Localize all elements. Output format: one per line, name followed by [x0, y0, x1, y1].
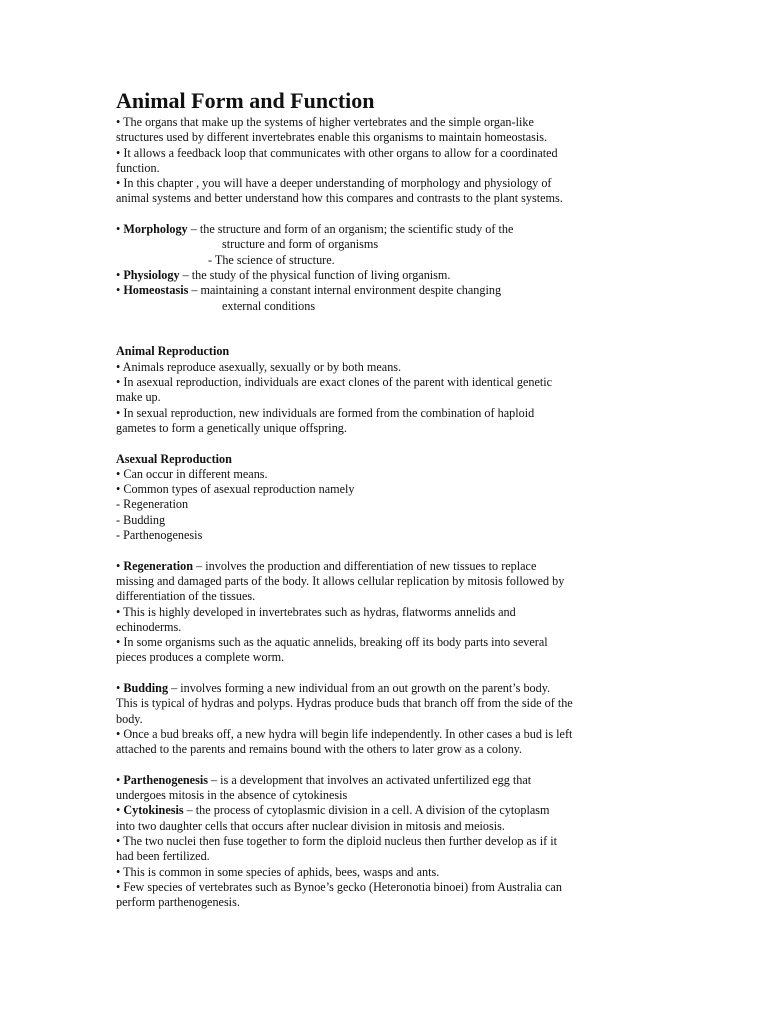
intro-line: structures used by different invertebrates enable this organisms to maintain homeostasis.	[116, 130, 548, 145]
definition-cytokinesis	[116, 803, 656, 818]
bullet: •	[116, 803, 124, 818]
paragraph-line: differentiation of the tissues.	[116, 589, 256, 604]
intro-section	[116, 115, 656, 207]
definition-budding	[116, 681, 656, 696]
definition-text: – is a development that involves an activated unfertilized egg that	[207, 772, 532, 787]
definition-text: – maintaining a constant internal environment despite changing	[188, 283, 502, 298]
bullet: •	[116, 558, 124, 573]
paragraph-line: • In asexual reproduction, individuals are exact clones of the parent with identical genetic	[116, 375, 553, 390]
paragraph-line: gametes to form a genetically unique offspring.	[116, 420, 347, 435]
paragraph-line: • The two nuclei then fuse together to form the diploid nucleus then further develop as if it	[116, 833, 557, 848]
definition-morphology	[116, 222, 656, 237]
intro-line: • In this chapter , you will have a deeper understanding of morphology and physiology of	[116, 176, 552, 191]
intro-line: animal systems and better understand how this compares and contrasts to the plant systems.	[116, 191, 563, 206]
page-title: Animal Form and Function	[116, 88, 375, 113]
section-heading: Asexual Reproduction	[116, 451, 232, 466]
definition-continuation: structure and form of organisms	[222, 237, 379, 252]
section-heading: Animal Reproduction	[116, 344, 230, 359]
intro-line: • The organs that make up the systems of higher vertebrates and the simple organ-like	[116, 115, 534, 129]
definition-homeostasis	[116, 283, 656, 298]
bullet: •	[116, 222, 124, 237]
bullet: •	[116, 283, 124, 298]
bullet: •	[116, 680, 124, 695]
list-item: - Regeneration	[116, 497, 189, 512]
paragraph-line: • In some organisms such as the aquatic annelids, breaking off its body parts into several	[116, 635, 548, 650]
paragraph-line: • In sexual reproduction, new individuals are formed from the combination of haploid	[116, 405, 535, 420]
paragraph-line: into two daughter cells that occurs after nuclear division in mitosis and meiosis.	[116, 818, 505, 833]
paragraph-line: attached to the parents and remains bound with the others to later grow as a colony.	[116, 742, 523, 757]
paragraph-line: pieces produces a complete worm.	[116, 650, 285, 665]
bullet: •	[116, 772, 124, 787]
definition-parthenogenesis	[116, 773, 656, 788]
asexual-reproduction-section	[116, 452, 656, 544]
paragraph-line: undergoes mitosis in the absence of cytokinesis	[116, 788, 348, 803]
list-item: - Parthenogenesis	[116, 528, 203, 543]
budding-section	[116, 681, 656, 757]
paragraph-line: • Few species of vertebrates such as Bynoe’s gecko (Heteronotia binoei) from Australia can	[116, 879, 562, 894]
paragraph-line: make up.	[116, 390, 161, 405]
definition-text: – involves forming a new individual from an out growth on the parent’s body.	[168, 680, 551, 695]
paragraph-line: perform parthenogenesis.	[116, 895, 240, 910]
term-physiology: Physiology	[123, 267, 180, 282]
term-regeneration: Regeneration	[123, 558, 194, 573]
list-item: - Budding	[116, 512, 166, 527]
definition-continuation: external conditions	[222, 298, 316, 313]
paragraph-line: body.	[116, 711, 143, 726]
definition-text: – the structure and form of an organism; the scientific study of the	[187, 222, 514, 237]
definition-physiology	[116, 268, 656, 283]
parthenogenesis-section	[116, 773, 656, 911]
term-budding: Budding	[123, 680, 169, 695]
definition-regeneration	[116, 559, 656, 574]
term-homeostasis: Homeostasis	[123, 283, 189, 298]
definitions-section	[116, 222, 656, 314]
paragraph-line: • Can occur in different means.	[116, 466, 268, 481]
animal-reproduction-section	[116, 344, 656, 436]
paragraph-line: This is typical of hydras and polyps. Hydras produce buds that branch off from the side of the	[116, 696, 573, 711]
term-morphology: Morphology	[123, 222, 188, 237]
intro-line: • It allows a feedback loop that communicates with other organs to allow for a coordinated	[116, 145, 558, 160]
regeneration-section	[116, 559, 656, 666]
definition-continuation: - The science of structure.	[208, 252, 335, 267]
paragraph-line: • Once a bud breaks off, a new hydra will begin life independently. In other cases a bud is left	[116, 726, 573, 741]
definition-text: – the process of cytoplasmic division in a cell. A division of the cytoplasm	[183, 803, 550, 818]
paragraph-line: • Common types of asexual reproduction namely	[116, 482, 355, 497]
paragraph-line: echinoderms.	[116, 619, 182, 634]
paragraph-line: • Animals reproduce asexually, sexually or by both means.	[116, 359, 402, 374]
paragraph-line: • This is common in some species of aphids, bees, wasps and ants.	[116, 864, 440, 879]
definition-text: – the study of the physical function of living organism.	[179, 267, 451, 282]
paragraph-line: • This is highly developed in invertebrates such as hydras, flatworms annelids and	[116, 604, 516, 619]
term-cytokinesis: Cytokinesis	[123, 803, 184, 818]
paragraph-line: had been fertilized.	[116, 849, 210, 864]
term-parthenogenesis: Parthenogenesis	[123, 772, 208, 787]
bullet: •	[116, 267, 124, 282]
paragraph-line: missing and damaged parts of the body. It allows cellular replication by mitosis followed by	[116, 573, 565, 588]
intro-line: function.	[116, 160, 160, 175]
definition-text: – involves the production and differentiation of new tissues to replace	[193, 558, 537, 573]
document-page	[116, 88, 656, 910]
